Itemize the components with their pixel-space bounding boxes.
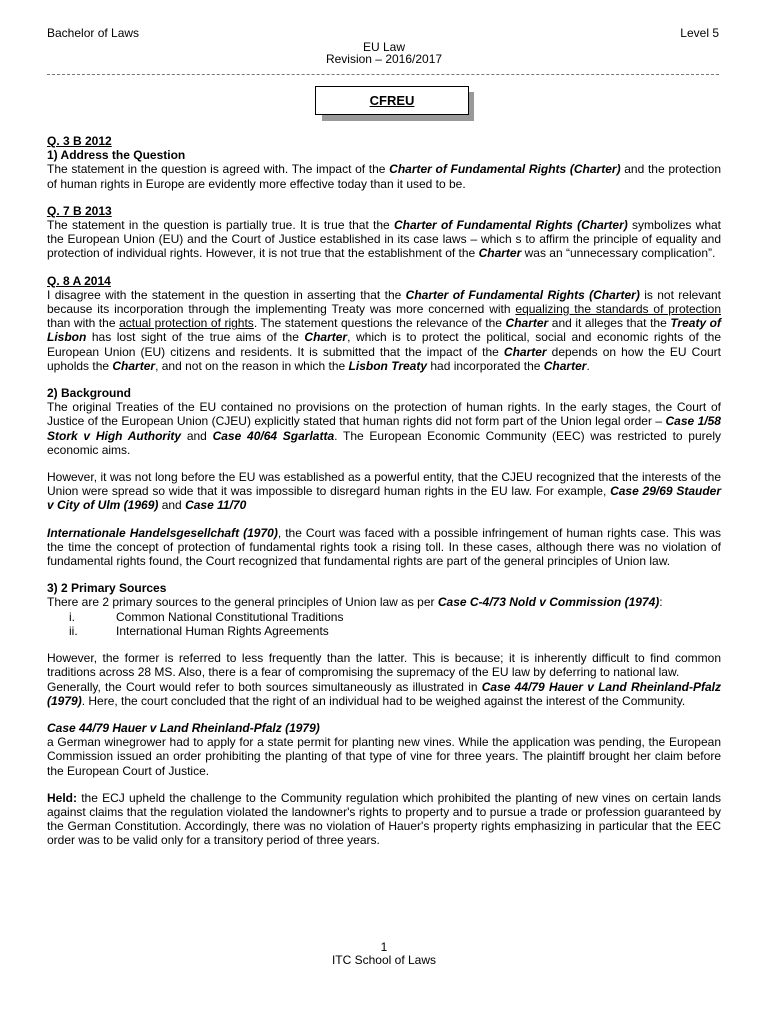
case-citation: Internationale Handelsgesellchaft (1970) <box>47 525 278 540</box>
header-course: Bachelor of Laws <box>47 26 140 40</box>
text-run: and <box>158 498 186 513</box>
hauer-held <box>47 791 721 848</box>
text-run: The statement in the question is partially true. It is true that the <box>47 218 394 233</box>
text-run: and it alleges that the <box>548 316 671 331</box>
emphasis: Charter <box>543 358 587 373</box>
text-run: There are 2 primary sources to the general principles of Union law as per <box>47 595 438 610</box>
q8-heading: Q. 8 A 2014 <box>47 273 111 288</box>
list-number: i. <box>69 609 75 624</box>
page-number: 1 <box>380 940 388 954</box>
text-run: and the protection of human rights in Europe are evidently more effective today than it used to be. <box>47 162 722 191</box>
text-run: depends on how the EU Court upholds the <box>47 344 721 373</box>
case-citation: Case 11/70 <box>185 498 247 513</box>
background-paragraph-2 <box>47 470 721 513</box>
emphasis: Lisbon Treaty <box>348 358 428 373</box>
document-body <box>47 134 721 861</box>
text-run: was an “unnecessary complication”. <box>521 246 716 261</box>
header-level: Level 5 <box>680 26 719 40</box>
emphasis: Charter of Fundamental Rights (Charter) <box>394 218 628 233</box>
held-label: Held: <box>47 790 77 805</box>
background-paragraph-3 <box>47 526 721 569</box>
text-run: However, it was not long before the EU was established as a powerful entity, that the CJEU recognized that the interests of the Union were spread so wide that it was impossible to disregard human rights in the EU law. For example, <box>47 470 721 499</box>
case-citation: Case 44/79 Hauer v Land Rheinland-Pfalz (1979) <box>47 720 320 735</box>
text-run: has lost sight of the true aims of the <box>86 330 305 345</box>
emphasis: Charter <box>503 344 547 359</box>
text-run: The original Treaties of the EU contained no provisions on the protection of human rights. In the early stages, the Court of Justice of the European Union (CJEU) explicitly stated that human rights did not form part of the Union legal order – <box>47 400 721 429</box>
emphasis: Charter <box>478 246 522 261</box>
text-run: than with the <box>47 316 120 331</box>
list-item <box>47 624 721 638</box>
text-run: . <box>586 358 590 373</box>
list-item <box>47 610 721 624</box>
text-run: symbolizes what the European Union (EU) and the Court of Justice established in its case laws – which s to affirm the principle of equality and protection of individual rights. However, it is not true that the establishment of the <box>47 218 722 261</box>
case-citation: Case 40/64 Sgarlatta <box>212 428 335 443</box>
text-run: . The statement questions the relevance of the <box>253 316 506 331</box>
text-run: and <box>181 428 213 443</box>
text-run: I disagree with the statement in the question in asserting that the <box>47 287 406 302</box>
emphasis: Treaty of Lisbon <box>47 316 721 345</box>
text-run: The statement in the question is agreed with. The impact of the <box>47 162 390 177</box>
underlined-phrase: actual protection of rights <box>119 316 254 331</box>
primary-sources-paragraph-2: However, the former is referred to less frequently than the latter. This is because; it is inherently difficult to find common traditions across 28 MS. Also, there is a fear of compromising the supremacy of the EU law by deferring to national law. <box>47 651 721 680</box>
background-heading: 2) Background <box>47 386 132 401</box>
case-citation: Case C-4/73 Nold v Commission (1974) <box>437 595 660 610</box>
case-citation: Case 1/58 Stork v High Authority <box>47 414 721 443</box>
primary-sources-list <box>47 610 721 638</box>
list-text: International Human Rights Agreements <box>116 623 329 638</box>
case-citation: Case 44/79 Hauer v Land Rheinland-Pfalz (1979) <box>47 679 721 708</box>
footer-school: ITC School of Laws <box>331 953 437 967</box>
emphasis: Charter of Fundamental Rights (Charter) <box>405 287 640 302</box>
header-divider <box>47 74 719 75</box>
case-citation: Case 29/69 Stauder v City of Ulm (1969) <box>47 484 721 513</box>
primary-sources-intro <box>47 595 721 609</box>
list-number: ii. <box>69 623 78 638</box>
emphasis: Charter <box>304 330 348 345</box>
primary-sources-paragraph-3 <box>47 680 721 708</box>
header-subject: EU Law <box>362 40 406 54</box>
q7-paragraph <box>47 218 721 261</box>
text-run: : <box>659 595 663 610</box>
q7-heading: Q. 7 B 2013 <box>47 203 112 218</box>
text-run: . Here, the court concluded that the right of an individual had to be weighed against the interest of the Community. <box>81 693 686 708</box>
text-run: , the Court was faced with a possible infringement of human rights case. This was the time the concept of protection of fundamental rights took a rising toll. In these cases, although there was no violation of fundamental rights found, the Court recognized that fundamental rights are part of the general principles of Union law. <box>47 525 722 569</box>
q3-paragraph <box>47 162 721 190</box>
emphasis: Charter of Fundamental Rights (Charter) <box>389 162 621 177</box>
text-run: . The European Economic Community (EEC) was restricted to purely economic aims. <box>47 428 721 457</box>
text-run: , which is to protect the political, social and economic rights of the European Union (EU) citizens and residents. It is submitted that the impact of the <box>47 330 721 359</box>
q3-subheading: 1) Address the Question <box>47 148 186 163</box>
text-run: had incorporated the <box>427 358 544 373</box>
emphasis: Charter <box>112 358 156 373</box>
hauer-heading <box>47 721 721 735</box>
list-text: Common National Constitutional Traditions <box>116 609 344 624</box>
header-revision: Revision – 2016/2017 <box>325 52 443 66</box>
hauer-facts: a German winegrower had to apply for a state permit for planting new vines. While the application was pending, the European Commission issued an order prohibiting the planting of that type of vine for three years. The plaintiff brought her claim before the European Court of Justice. <box>47 735 721 778</box>
q3-heading: Q. 3 B 2012 <box>47 134 112 148</box>
text-run: , and not on the reason in which the <box>155 358 349 373</box>
primary-sources-heading: 3) 2 Primary Sources <box>47 581 167 596</box>
emphasis: Charter <box>505 316 549 331</box>
background-paragraph-1 <box>47 400 721 457</box>
text-run: Generally, the Court would refer to both sources simultaneously as illustrated in <box>47 679 482 694</box>
text-run: the ECJ upheld the challenge to the Community regulation which prohibited the planting of new vines on certain lands against claims that the regulation violated the landowner's rights to property and to pursue a trade or profession guaranteed by the German Constitution. Accordingly, there was no violation of Hauer's property rights emphasizing in particular that the EEC order was to be valid only for a transitory period of three years. <box>47 790 721 848</box>
text-run: is not relevant because its incorporation through the implementing Treaty was more concerned with <box>47 287 721 317</box>
page-title: CFREU <box>369 93 415 108</box>
underlined-phrase: equalizing the standards of protection <box>515 302 721 317</box>
q8-paragraph <box>47 288 721 373</box>
title-box <box>315 86 469 115</box>
